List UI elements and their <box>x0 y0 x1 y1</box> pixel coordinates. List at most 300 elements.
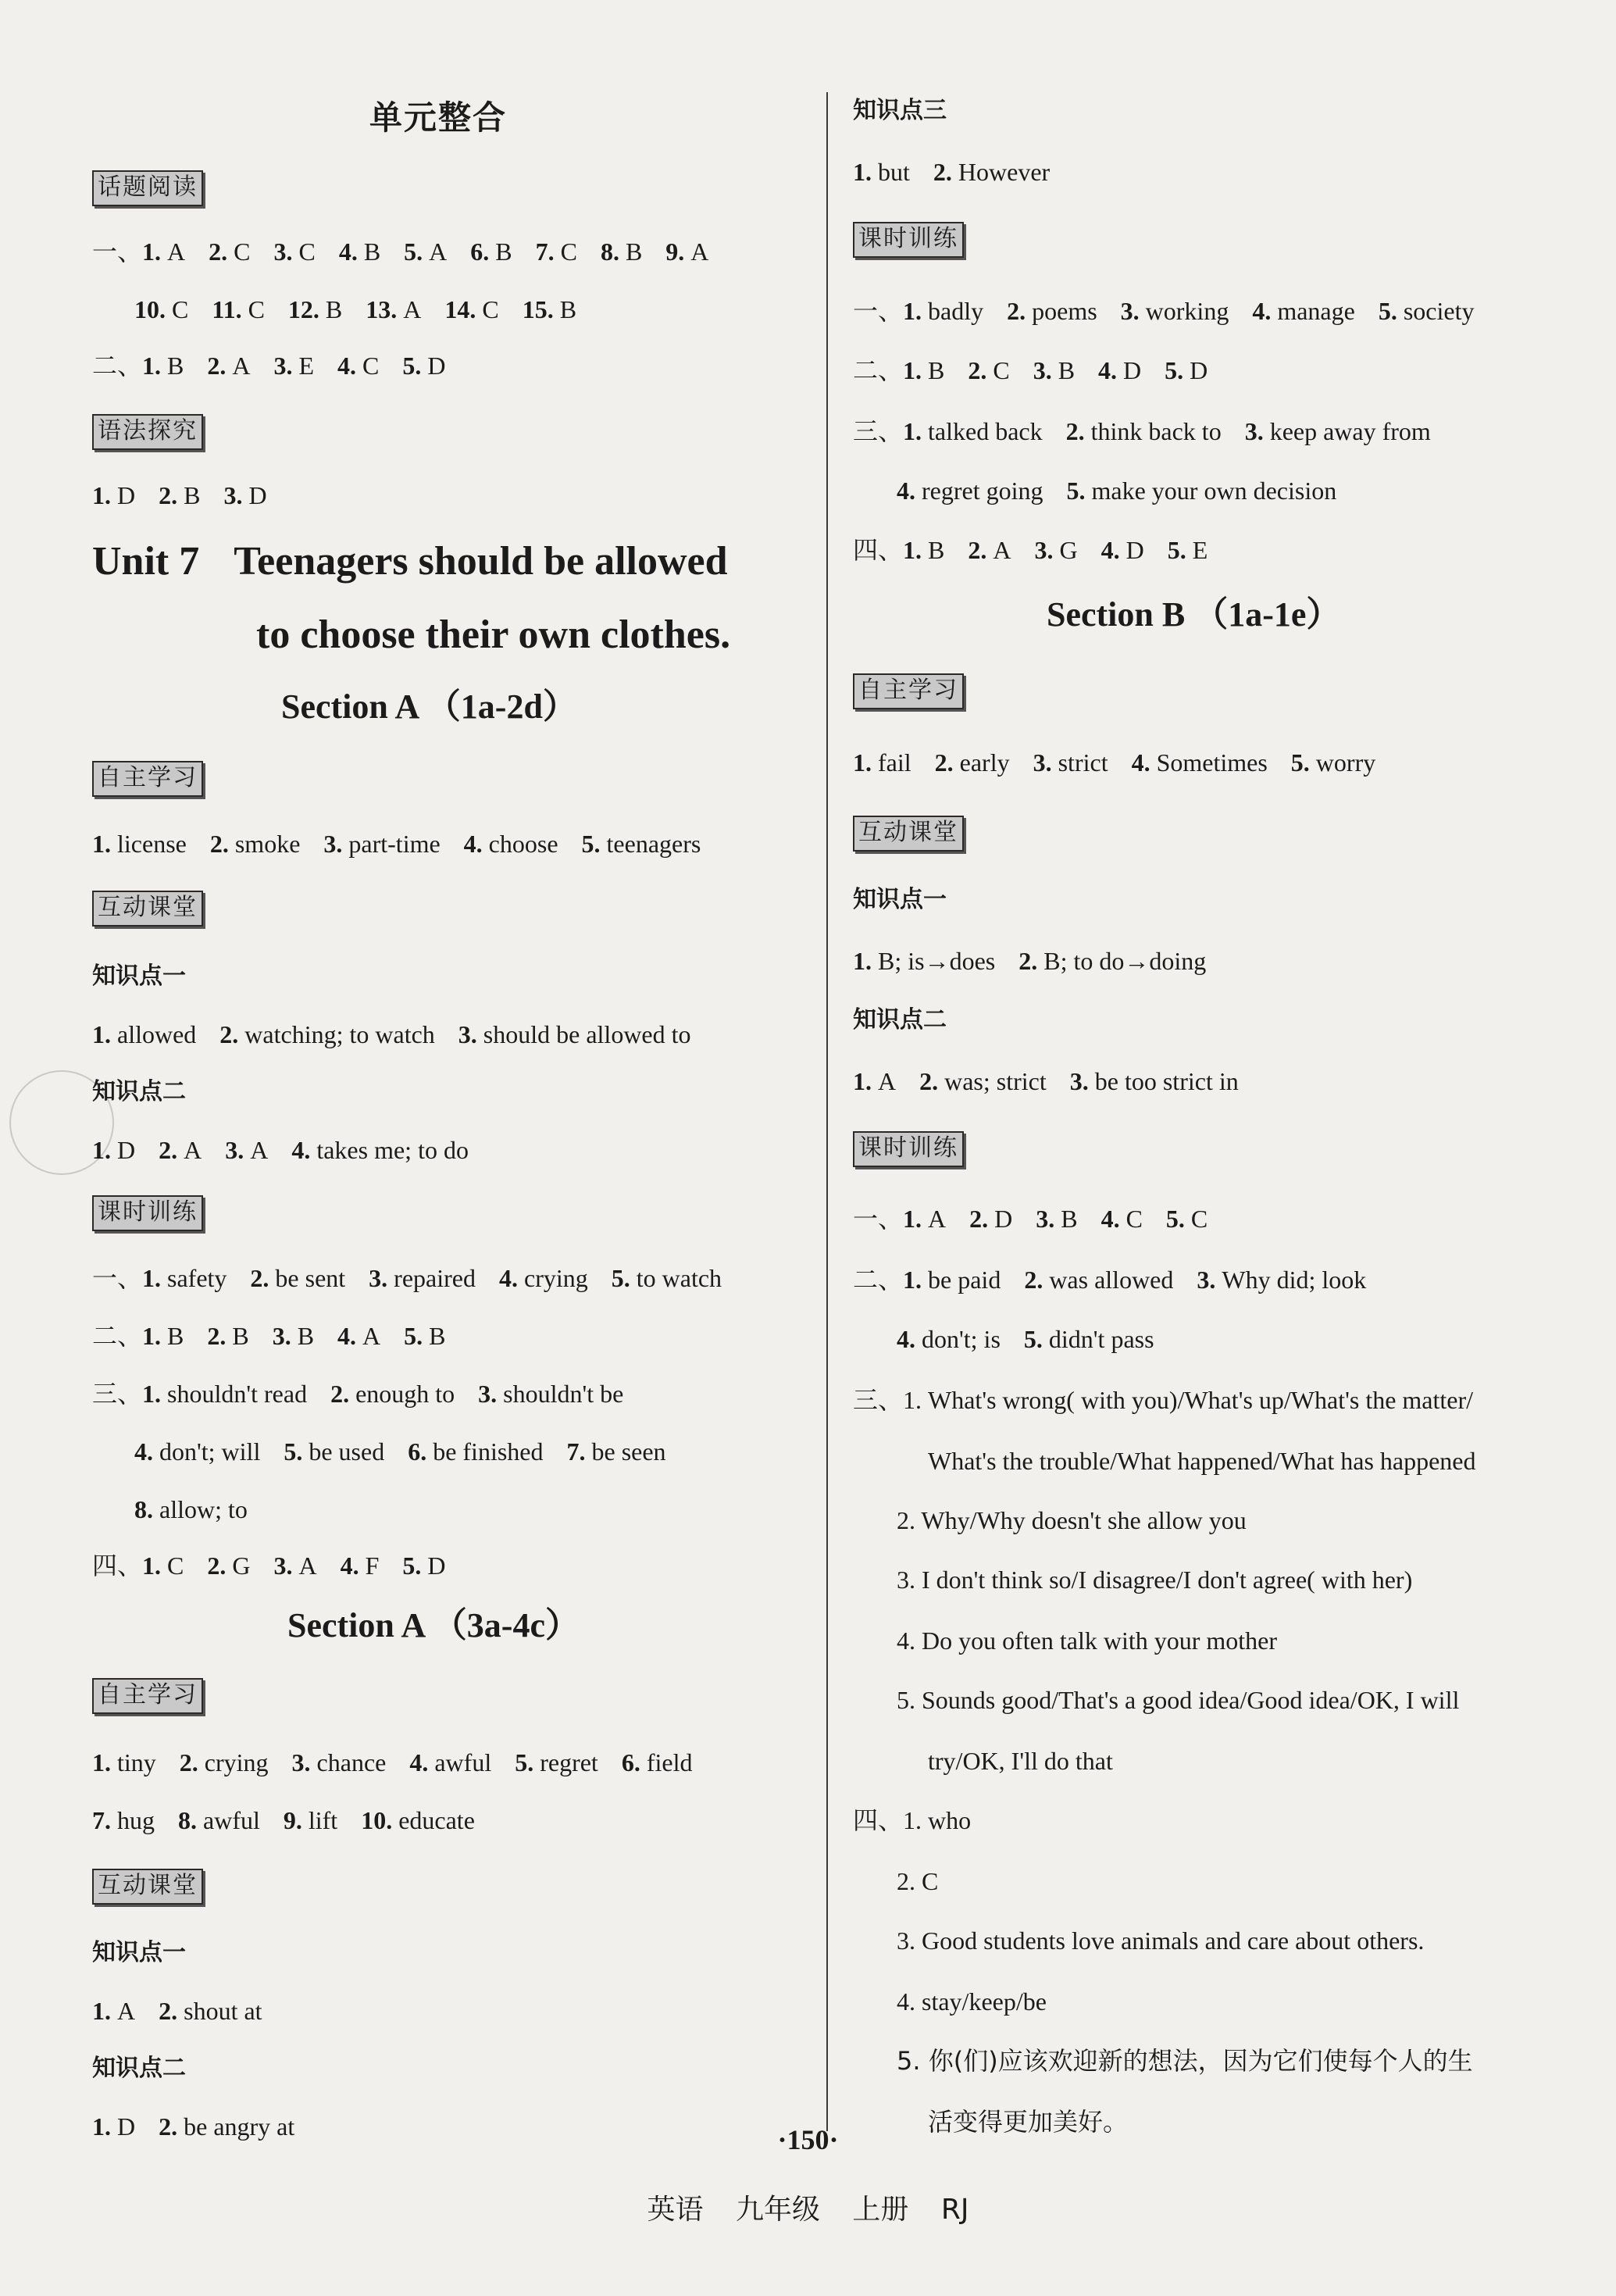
answer-item: 5. society <box>1378 297 1475 325</box>
answer-number: 2. <box>219 1020 245 1048</box>
section-heading: Section A （1a-2d） <box>281 687 577 726</box>
answer-number: 3. <box>478 1380 504 1408</box>
unit-review-title: 单元整合 <box>369 98 508 137</box>
knowledge-point-label: 知识点二 <box>853 1006 947 1034</box>
answer-number: 1. <box>142 237 168 266</box>
answer-item: 5. worry <box>1290 748 1376 777</box>
answer-row <box>853 747 1399 778</box>
answer-item: 2. D <box>969 1205 1013 1233</box>
answer-number: 5. <box>1023 1325 1049 1353</box>
answer-item: 1. B; is→does <box>853 947 996 975</box>
answer-number: 1. <box>903 536 929 564</box>
answer-number: 8. <box>134 1495 159 1523</box>
answer-item: 2. B <box>159 481 201 509</box>
answer-number: 1. <box>92 1997 117 2025</box>
answer-item: 6. field <box>621 1748 693 1776</box>
answer-item: 3. should be allowed to <box>458 1020 691 1048</box>
answer-line: 3. Good students love animals and care about others. <box>897 1926 1425 1955</box>
answer-line: 5. Sounds good/That's a good idea/Good idea/OK, I will <box>897 1686 1460 1714</box>
answer-item: 4. takes me; to do <box>291 1136 469 1164</box>
answer-item: 1. be paid <box>903 1266 1001 1294</box>
answer-number: 1. <box>903 297 929 325</box>
answer-item: 8. awful <box>178 1806 260 1834</box>
answer-item: 2. think back to <box>1065 417 1222 445</box>
answer-item: 3. repaired <box>369 1264 476 1292</box>
answer-item: 1. A <box>903 1205 947 1233</box>
answer-line: 5. 你(们)应该欢迎新的想法，因为它们使每个人的生 <box>897 2046 1473 2076</box>
answer-number: 1. <box>92 1020 117 1048</box>
answer-number: 3. <box>225 1136 251 1164</box>
question-group-prefix: 四、 <box>92 1551 143 1580</box>
answer-number: 5. <box>1167 536 1193 564</box>
answer-number: 11. <box>212 295 248 323</box>
answer-number: 1. <box>853 748 878 777</box>
answer-number: 5. <box>1165 356 1190 384</box>
answer-number: 4. <box>338 237 364 266</box>
answer-item: 10. C <box>134 295 189 323</box>
answer-item: 1. B <box>903 356 945 384</box>
answer-item: 1. D <box>92 1136 136 1164</box>
answer-number: 5. <box>611 1264 637 1292</box>
answer-row <box>853 416 1454 447</box>
knowledge-point-label: 知识点一 <box>853 886 947 913</box>
answer-item: 15. B <box>522 295 577 323</box>
answer-number: 1. <box>92 1748 117 1776</box>
answer-number: 1. <box>903 417 929 445</box>
question-group-prefix: 一、 <box>92 237 143 266</box>
question-group-prefix: 一、 <box>853 297 904 325</box>
answer-item: 3. be too strict in <box>1069 1067 1239 1095</box>
answer-number: 5. <box>1290 748 1316 777</box>
answer-number: 1. <box>903 1205 929 1233</box>
answer-row <box>853 1264 1389 1295</box>
question-group-prefix: 一、 <box>92 1264 143 1292</box>
answer-row <box>92 1436 690 1467</box>
answer-number: 2. <box>207 1322 233 1350</box>
answer-item: 1. B <box>903 536 945 564</box>
answer-number: 7. <box>535 237 561 266</box>
answer-number: 5. <box>1165 1205 1191 1233</box>
answer-number: 5. <box>1378 297 1404 325</box>
answer-number: 4. <box>463 830 489 858</box>
answer-item: 2. early <box>934 748 1010 777</box>
answer-item: 5. D <box>402 1551 446 1580</box>
page-number: ·150· <box>777 2124 839 2155</box>
answer-number: 5. <box>581 830 607 858</box>
answer-number: 6. <box>470 237 496 266</box>
answer-row <box>853 534 1231 566</box>
answer-line: What's the trouble/What happened/What has happened <box>928 1447 1476 1475</box>
answer-item: 2. C <box>209 237 251 266</box>
answer-number: 6. <box>621 1748 647 1776</box>
answer-number: 3. <box>291 1748 317 1776</box>
answer-number: 12. <box>287 295 326 323</box>
answer-number: 1. <box>92 830 117 858</box>
answer-item: 5. D <box>1165 356 1208 384</box>
answer-row <box>92 294 600 325</box>
answer-item: 1. license <box>92 830 187 858</box>
answer-item: 2. enough to <box>330 1380 455 1408</box>
answer-item: 4. regret going <box>897 477 1043 505</box>
answer-number: 5. <box>402 352 428 380</box>
answer-number: 2. <box>159 481 184 509</box>
answer-item: 1. C <box>142 1551 184 1580</box>
answer-row <box>853 1066 1262 1097</box>
answer-number: 2. <box>968 356 994 384</box>
answer-number: 3. <box>273 237 299 266</box>
answer-item: 1. B <box>142 352 184 380</box>
answer-line: 四、1. who <box>853 1806 972 1834</box>
answer-number: 13. <box>366 295 404 323</box>
answer-item: 2. be angry at <box>159 2112 295 2141</box>
answer-line: 活变得更加美好。 <box>928 2107 1129 2137</box>
answer-item: 2. B <box>207 1322 249 1350</box>
answer-row <box>853 355 1231 386</box>
section-tag-grammar: 语法探究 <box>92 414 203 450</box>
answer-item: 8. B <box>600 237 643 266</box>
answer-row <box>92 1262 745 1294</box>
answer-number: 2. <box>207 1551 233 1580</box>
answer-item: 12. B <box>287 295 343 323</box>
answer-line: 三、1. What's wrong( with you)/What's up/What's the matter/ <box>853 1386 1474 1414</box>
answer-item: 1. allowed <box>92 1020 197 1048</box>
answer-item: 3. C <box>273 237 316 266</box>
unit-title-line-2: to choose their own clothes. <box>256 612 731 657</box>
answer-row <box>92 1747 715 1778</box>
section-tag-self-study: 自主学习 <box>92 1678 203 1714</box>
answer-number: 1. <box>853 158 878 186</box>
answer-item: 8. allow; to <box>134 1495 248 1523</box>
answer-item: 4. don't; is <box>897 1325 1001 1353</box>
answer-number: 5. <box>1066 477 1092 505</box>
knowledge-point-label: 知识点三 <box>853 97 947 124</box>
question-group-prefix: 三、 <box>92 1380 143 1408</box>
answer-item: 2. watching; to watch <box>219 1020 435 1048</box>
answer-number: 3. <box>1120 297 1146 325</box>
answer-number: 5. <box>284 1437 309 1466</box>
answer-item: 9. A <box>665 237 709 266</box>
answer-number: 1. <box>142 1380 168 1408</box>
answer-item: 2. A <box>207 352 251 380</box>
answer-item: 10. educate <box>361 1806 475 1834</box>
answer-item: 2. be sent <box>250 1264 346 1292</box>
answer-item: 1. A <box>853 1067 897 1095</box>
section-tag-interactive: 互动课堂 <box>92 1869 203 1905</box>
answer-number: 1. <box>92 2112 117 2141</box>
answer-row <box>92 1019 715 1050</box>
answer-item: 3. G <box>1034 536 1078 564</box>
answer-line: try/OK, I'll do that <box>928 1747 1113 1775</box>
answer-number: 7. <box>566 1437 592 1466</box>
answer-item: 1. talked back <box>903 417 1043 445</box>
section-tag-training: 课时训练 <box>853 222 964 258</box>
answer-item: 9. lift <box>283 1806 338 1834</box>
answer-item: 3. B <box>272 1322 315 1350</box>
answer-number: 1. <box>903 356 929 384</box>
answer-item: 5. didn't pass <box>1023 1325 1154 1353</box>
answer-item: 2. shout at <box>159 1997 262 2025</box>
answer-number: 2. <box>159 1997 184 2025</box>
answer-item: 5. make your own decision <box>1066 477 1337 505</box>
answer-line: 3. I don't think so/I disagree/I don't agree( with her) <box>897 1566 1413 1594</box>
answer-item: 4. manage <box>1252 297 1355 325</box>
section-tag-interactive: 互动课堂 <box>92 891 203 927</box>
answer-number: 4. <box>340 1551 366 1580</box>
answer-number: 2. <box>159 1136 184 1164</box>
answer-item: 2. A <box>159 1136 202 1164</box>
answer-number: 4. <box>1131 748 1157 777</box>
knowledge-point-label: 知识点二 <box>92 1078 186 1105</box>
section-tag-self-study: 自主学习 <box>92 761 203 797</box>
answer-number: 5. <box>402 1551 428 1580</box>
answer-item: 3. part-time <box>323 830 441 858</box>
question-group-prefix: 二、 <box>92 352 143 380</box>
answer-item: 1. safety <box>142 1264 227 1292</box>
answer-row <box>853 945 1229 977</box>
answer-number: 8. <box>178 1806 203 1834</box>
unit-title-line-1: Teenagers should be allowed <box>234 539 728 584</box>
answer-number: 5. <box>404 237 430 266</box>
question-group-prefix: 一、 <box>853 1205 904 1233</box>
answer-row <box>853 295 1497 327</box>
answer-item: 5. E <box>1167 536 1208 564</box>
answer-item: 3. keep away from <box>1244 417 1431 445</box>
answer-row <box>92 236 732 267</box>
answer-item: 5. regret <box>515 1748 598 1776</box>
answer-item: 4. D <box>1101 536 1144 564</box>
answer-row <box>92 1320 469 1352</box>
answer-item: 2. A <box>968 536 1011 564</box>
answer-item: 7. be seen <box>566 1437 666 1466</box>
answer-row <box>92 480 291 511</box>
answer-number: 9. <box>283 1806 309 1834</box>
answer-item: 1. tiny <box>92 1748 156 1776</box>
answer-item: 5. to watch <box>611 1264 722 1292</box>
answer-number: 3. <box>1069 1067 1095 1095</box>
answer-item: 2. G <box>207 1551 251 1580</box>
answer-number: 2. <box>330 1380 356 1408</box>
answer-item: 3. A <box>225 1136 269 1164</box>
answer-item: 3. B <box>1036 1205 1078 1233</box>
section-tag-training: 课时训练 <box>92 1195 203 1231</box>
answer-item: 1. but <box>853 158 910 186</box>
answer-item: 2. smoke <box>209 830 301 858</box>
answer-item: 5. D <box>402 352 446 380</box>
answer-number: 2. <box>1024 1266 1050 1294</box>
answer-line: 2. Why/Why doesn't she allow you <box>897 1506 1247 1534</box>
knowledge-point-label: 知识点一 <box>92 1939 186 1966</box>
section-heading: Section B （1a-1e） <box>1047 595 1341 634</box>
answer-number: 5. <box>404 1322 430 1350</box>
answer-item: 3. strict <box>1033 748 1108 777</box>
answer-number: 3. <box>273 1551 299 1580</box>
answer-number: 8. <box>600 237 626 266</box>
answer-number: 1. <box>142 352 168 380</box>
answer-number: 2. <box>159 2112 184 2141</box>
answer-number: 2. <box>1007 297 1033 325</box>
answer-row <box>853 475 1360 506</box>
answer-number: 2. <box>934 748 960 777</box>
answer-item: 4. A <box>337 1322 381 1350</box>
book-info: 英语 九年级 上册 RJ <box>647 2194 969 2226</box>
answer-item: 2. However <box>933 158 1051 186</box>
answer-number: 15. <box>522 295 560 323</box>
question-group-prefix: 二、 <box>853 356 904 384</box>
answer-number: 2. <box>209 237 234 266</box>
answer-number: 3. <box>323 830 349 858</box>
answer-item: 3. working <box>1120 297 1229 325</box>
answer-row <box>92 350 469 381</box>
answer-number: 2. <box>250 1264 276 1292</box>
answer-number: 10. <box>134 295 172 323</box>
answer-number: 14. <box>444 295 483 323</box>
answer-number: 3. <box>458 1020 483 1048</box>
answer-item: 4. choose <box>463 830 558 858</box>
answer-item: 7. C <box>535 237 577 266</box>
answer-number: 4. <box>291 1136 317 1164</box>
answer-number: 4. <box>1098 356 1124 384</box>
answer-item: 1. B <box>142 1322 184 1350</box>
answer-item: 4. D <box>1098 356 1142 384</box>
answer-number: 6. <box>408 1437 433 1466</box>
answer-item: 1. shouldn't read <box>142 1380 308 1408</box>
answer-number: 2. <box>919 1067 945 1095</box>
answer-item: 3. B <box>1033 356 1076 384</box>
answer-number: 4. <box>337 1322 363 1350</box>
section-heading: Section A （3a-4c） <box>287 1606 580 1644</box>
answer-item: 4. C <box>337 352 380 380</box>
question-group-prefix: 二、 <box>853 1266 904 1294</box>
answer-number: 2. <box>1018 947 1044 975</box>
answer-number: 4. <box>1252 297 1278 325</box>
answer-item: 1. fail <box>853 748 911 777</box>
answer-number: 3. <box>223 481 249 509</box>
answer-number: 4. <box>498 1264 524 1292</box>
answer-number: 2. <box>968 536 994 564</box>
answer-number: 4. <box>1101 536 1126 564</box>
answer-item: 6. be finished <box>408 1437 544 1466</box>
answer-item: 2. was; strict <box>919 1067 1047 1095</box>
answer-number: 3. <box>1033 356 1058 384</box>
answer-item: 5. A <box>404 237 448 266</box>
answer-item: 13. A <box>366 295 422 323</box>
answer-item: 4. crying <box>498 1264 588 1292</box>
unit-heading <box>92 537 728 586</box>
answer-item: 3. D <box>223 481 267 509</box>
answer-item: 3. Why did; look <box>1197 1266 1367 1294</box>
answer-item: 3. shouldn't be <box>478 1380 624 1408</box>
unit-label: Unit 7 <box>92 539 200 584</box>
section-tag-self-study: 自主学习 <box>853 673 964 709</box>
answer-number: 4. <box>337 352 363 380</box>
answer-number: 1. <box>142 1322 168 1350</box>
answer-number: 7. <box>92 1806 117 1834</box>
answer-item: 4. B <box>338 237 381 266</box>
answer-number: 1. <box>853 947 878 975</box>
answer-number: 4. <box>409 1748 435 1776</box>
answer-item: 2. B; to do→doing <box>1018 947 1207 975</box>
answer-number: 2. <box>209 830 235 858</box>
answer-item: 4. don't; will <box>134 1437 261 1466</box>
answer-item: 3. chance <box>291 1748 387 1776</box>
answer-item: 1. D <box>92 481 136 509</box>
answer-number: 1. <box>92 481 117 509</box>
knowledge-point-label: 知识点一 <box>92 962 186 990</box>
answer-row <box>853 1203 1231 1234</box>
answer-item: 5. teenagers <box>581 830 701 858</box>
answer-number: 3. <box>272 1322 298 1350</box>
answer-row <box>92 1378 647 1409</box>
answer-item: 7. hug <box>92 1806 155 1834</box>
answer-number: 10. <box>361 1806 399 1834</box>
answer-row <box>853 1323 1178 1355</box>
answer-item: 1. A <box>92 1997 136 2025</box>
answer-item: 3. A <box>273 1551 317 1580</box>
answer-row <box>92 1805 498 1836</box>
answer-number: 1. <box>903 1266 929 1294</box>
answer-number: 1. <box>142 1551 168 1580</box>
answer-item: 1. badly <box>903 297 984 325</box>
answer-item: 1. A <box>142 237 186 266</box>
answer-number: 3. <box>1034 536 1060 564</box>
answer-item: 1. D <box>92 2112 136 2141</box>
answer-number: 3. <box>273 352 299 380</box>
answer-item: 6. B <box>470 237 512 266</box>
answer-item: 2. C <box>968 356 1010 384</box>
answer-item: 4. F <box>340 1551 380 1580</box>
answer-row <box>92 828 724 859</box>
answer-number: 2. <box>969 1205 995 1233</box>
answer-number: 9. <box>665 237 691 266</box>
answer-item: 2. poems <box>1007 297 1097 325</box>
answer-number: 1. <box>853 1067 878 1095</box>
answer-number: 1. <box>142 1264 168 1292</box>
answer-number: 4. <box>897 1325 922 1353</box>
answer-item: 11. C <box>212 295 265 323</box>
answer-item: 3. E <box>273 352 315 380</box>
answer-number: 2. <box>933 158 958 186</box>
answer-line: 4. stay/keep/be <box>897 1987 1047 2016</box>
answer-item: 14. C <box>444 295 499 323</box>
answer-number: 3. <box>1244 417 1270 445</box>
answer-line: 4. Do you often talk with your mother <box>897 1626 1278 1655</box>
section-tag-training: 课时训练 <box>853 1131 964 1167</box>
answer-item: 5. B <box>404 1322 446 1350</box>
question-group-prefix: 三、 <box>853 417 904 445</box>
answer-number: 2. <box>1065 417 1091 445</box>
answer-item: 2. was allowed <box>1024 1266 1174 1294</box>
section-tag-interactive: 互动课堂 <box>853 816 964 852</box>
answer-number: 2. <box>179 1748 205 1776</box>
answer-row <box>92 1550 469 1581</box>
answer-item: 2. crying <box>179 1748 269 1776</box>
answer-item: 4. awful <box>409 1748 492 1776</box>
answer-line: 2. C <box>897 1867 939 1895</box>
answer-item: 4. C <box>1101 1205 1143 1233</box>
answer-number: 3. <box>1036 1205 1061 1233</box>
answer-item: 5. C <box>1165 1205 1208 1233</box>
answer-item: 5. be used <box>284 1437 385 1466</box>
answer-item: 4. Sometimes <box>1131 748 1268 777</box>
answer-number: 3. <box>369 1264 394 1292</box>
column-divider <box>826 92 828 2131</box>
answer-number: 4. <box>1101 1205 1126 1233</box>
answer-number: 3. <box>1197 1266 1222 1294</box>
question-group-prefix: 二、 <box>92 1322 143 1350</box>
answer-number: 5. <box>515 1748 540 1776</box>
question-group-prefix: 四、 <box>853 536 904 564</box>
answer-row <box>92 1494 271 1525</box>
